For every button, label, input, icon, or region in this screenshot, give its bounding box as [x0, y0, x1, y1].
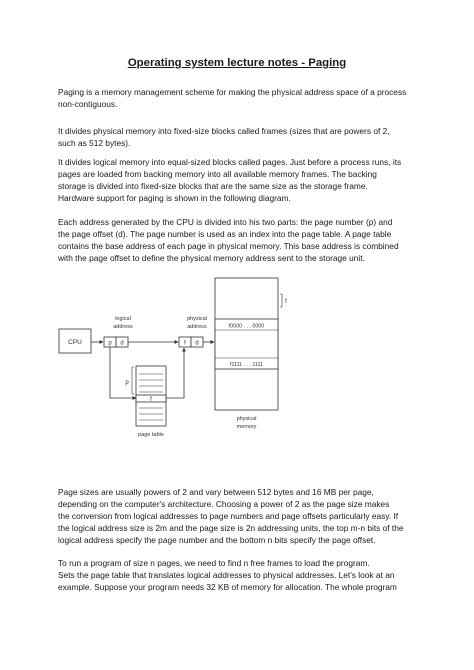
- paragraph-line: with the page offset to define the physical memory address sent to the storage unit.: [58, 252, 365, 263]
- paragraph-frames: [58, 126, 420, 150]
- page-title: Operating system lecture notes - Paging: [127, 57, 347, 69]
- paragraph-line: contains the base address of each page in physical memory. This base address is combined: [58, 240, 399, 251]
- paragraph-line: storage is divided into fixed-size blocks that are the same size as the storage frame.: [58, 180, 368, 191]
- paragraph-line: Paging is a memory management scheme for making the physical address space of a process: [58, 87, 407, 97]
- physical-memory-label: physical: [236, 416, 257, 422]
- paragraph-line: non-contiguous.: [58, 98, 118, 109]
- paragraph-line: the logical address size is 2m and the page size is 2n addressing units, the top m-n bits of the: [58, 522, 404, 533]
- page-table-p-brace: [132, 367, 134, 394]
- paragraph-line: the page offset (d). The page number is used as an index into the page table. A page table: [58, 228, 392, 239]
- logical-address-label: logical: [115, 316, 131, 322]
- logical-address-label: address: [113, 324, 133, 330]
- paragraph-line: It divides physical memory into fixed-size blocks called frames (sizes that are powers of 2,: [58, 126, 390, 136]
- physical-address-label: address: [187, 324, 207, 330]
- page-table-label: page table: [138, 432, 164, 438]
- paging-hardware-diagram: [55, 274, 295, 444]
- paragraph-line: To run a program of size n pages, we need to find n free frames to load the program.: [58, 558, 370, 568]
- physical-f-label: f: [184, 340, 186, 347]
- logical-d-label: d: [120, 340, 124, 347]
- frame-f-marker: f: [285, 299, 287, 305]
- paragraph-address-translation: [58, 217, 420, 265]
- frame-brace: [280, 294, 282, 307]
- paragraph-line: example. Suppose your program needs 32 KB of memory for allocation. The whole program: [58, 581, 397, 592]
- paragraph-line: pages are loaded from backing memory into all available memory frames. The backing: [58, 168, 377, 179]
- frame-start-address: f0000 . . . 0000: [228, 323, 265, 330]
- paragraph-line: Hardware support for paging is shown in the following diagram.: [58, 192, 291, 203]
- paragraph-pages: [58, 157, 420, 205]
- paragraph-paging-intro: [58, 87, 420, 111]
- paragraph-line: Sets the page table that translates logical addresses to physical addresses. Let's look at an: [58, 569, 395, 580]
- paragraph-line: logical address specify the page number and the bottom n bits specify the page offset.: [58, 534, 376, 545]
- paragraph-line: depending on the computer's architecture. Choosing a power of 2 as the page size makes: [58, 498, 390, 509]
- logical-p-label: p: [108, 340, 112, 347]
- paragraph-page-sizes: [58, 487, 420, 547]
- page-table-entry-label: f: [150, 397, 152, 403]
- arrow-table-to-frame: [166, 348, 184, 398]
- physical-memory-label: memory: [236, 424, 257, 430]
- paragraph-run-program: [58, 558, 420, 594]
- paragraph-line: It divides logical memory into equal-sized blocks called pages. Just before a process runs, its: [58, 157, 402, 167]
- paragraph-line: the conversion from logical addresses to page numbers and page offsets particularly easy. If: [58, 510, 399, 521]
- frame-end-address: f1111 . . . 1111: [230, 362, 263, 368]
- cpu-label: CPU: [68, 339, 82, 346]
- paragraph-line: Each address generated by the CPU is divided into his two parts: the page number (p) and: [58, 217, 393, 227]
- page-table-p-label: p: [125, 380, 129, 386]
- physical-address-label: physical: [187, 316, 207, 322]
- paragraph-line: Page sizes are usually powers of 2 and vary between 512 bytes and 16 MB per page,: [58, 487, 374, 497]
- paragraph-line: such as 512 bytes).: [58, 137, 131, 148]
- physical-d-label: d: [195, 340, 199, 347]
